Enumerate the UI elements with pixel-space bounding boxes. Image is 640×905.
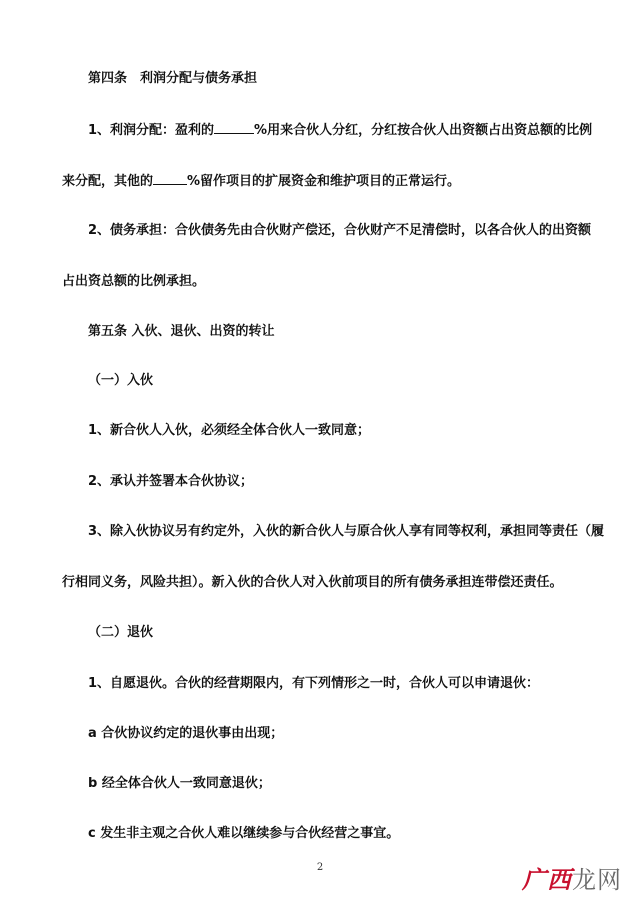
withdraw-section-heading <box>88 624 606 642</box>
profit-remainder-label: 来分配，其他的 <box>62 174 154 189</box>
article-four-heading <box>88 70 606 88</box>
article-five-title: 第五条 入伙、退伙、出资的转让 <box>88 324 275 339</box>
withdraw-clause-b-text: b 经全体合伙人一致同意退伙； <box>88 776 271 791</box>
join-item-3-text-1: 3、除入伙协议另有约定外，入伙的新合伙人与原合伙人享有同等权利，承担同等责任（履 <box>88 524 605 539</box>
join-section-title: （一）入伙 <box>88 373 154 388</box>
watermark-part-2: 龙网 <box>572 866 622 894</box>
join-section-heading <box>88 372 606 390</box>
debt-bearing-line-2 <box>62 273 606 291</box>
join-item-1 <box>88 422 606 440</box>
article-five-heading <box>88 323 606 341</box>
join-item-3-line-1 <box>88 523 606 541</box>
withdraw-item-1-text: 1、自愿退伙。合伙的经营期限内，有下列情形之一时，合伙人可以申请退伙： <box>88 676 540 691</box>
profit-distribution-label: 1、利润分配：盈利的 <box>88 123 215 138</box>
watermark-part-1: 广西 <box>522 866 572 894</box>
profit-remainder-text: %留作项目的扩展资金和维护项目的正常运行。 <box>187 174 461 189</box>
debt-bearing-text-1: 2、债务承担：合伙债务先由合伙财产偿还，合伙财产不足清偿时，以各合伙人的出资额 <box>88 223 592 238</box>
profit-distribution-line-1 <box>88 122 606 140</box>
reserve-share-blank <box>153 184 187 185</box>
profit-distribution-line-2 <box>62 173 606 191</box>
withdraw-clause-a <box>88 725 606 743</box>
withdraw-clause-a-text: a 合伙协议约定的退伙事由出现； <box>88 726 284 741</box>
article-four-title: 第四条 利润分配与债务承担 <box>88 71 258 86</box>
withdraw-clause-c-text: c 发生非主观之合伙人难以继续参与合伙经营之事宜。 <box>88 826 400 841</box>
join-item-2-text: 2、承认并签署本合伙协议； <box>88 474 254 489</box>
profit-share-blank <box>214 133 254 134</box>
profit-distribution-text: %用来合伙人分红，分红按合伙人出资额占出资总额的比例 <box>254 123 593 138</box>
join-item-3-line-2 <box>62 574 606 592</box>
page-number: 2 <box>316 862 324 873</box>
withdraw-clause-b <box>88 775 606 793</box>
withdraw-item-1 <box>88 675 606 693</box>
withdraw-clause-c <box>88 825 606 843</box>
join-item-2 <box>88 473 606 491</box>
join-item-1-text: 1、新合伙人入伙，必须经全体合伙人一致同意； <box>88 423 371 438</box>
withdraw-section-title: （二）退伙 <box>88 625 154 640</box>
debt-bearing-text-2: 占出资总额的比例承担。 <box>62 274 206 289</box>
site-watermark-logo <box>522 860 622 895</box>
join-item-3-text-2: 行相同义务，风险共担）。新入伙的合伙人对入伙前项目的所有债务承担连带偿还责任。 <box>62 575 563 590</box>
debt-bearing-line-1 <box>88 222 606 240</box>
